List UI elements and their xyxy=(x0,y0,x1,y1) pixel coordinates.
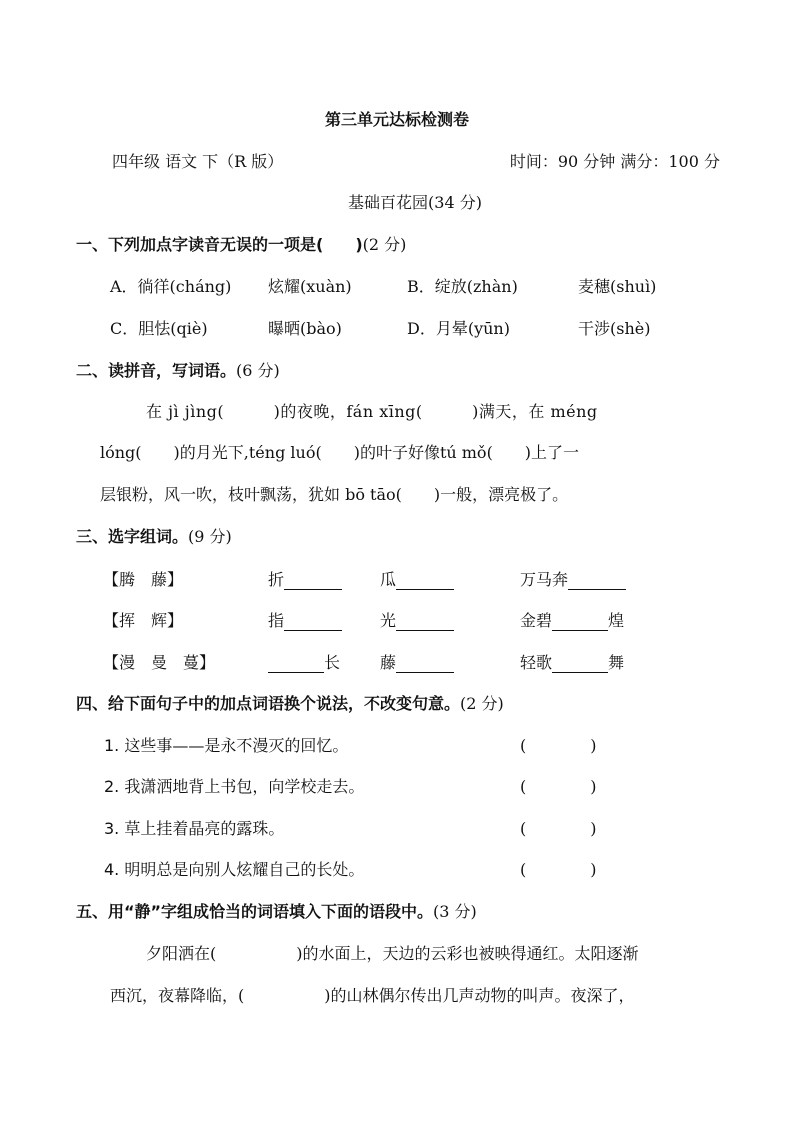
q3-item-3c: 轻歌 舞 xyxy=(520,653,625,672)
blank-line[interactable] xyxy=(396,571,454,590)
question-4-points: (2 分) xyxy=(460,694,504,713)
q3-item-3a: 长 xyxy=(268,650,340,673)
q2-line-1: 在 jì jìng( )的夜晚，fán xīng( )满天，在 méng xyxy=(146,402,598,421)
q3-item-1b: 瓜 xyxy=(380,567,454,590)
q1-option-c1: C．胆怯(qiè) xyxy=(110,319,208,338)
q4-answer-3[interactable]: ( ) xyxy=(520,819,597,838)
question-2-stem xyxy=(76,358,280,381)
question-3-points: (9 分) xyxy=(188,527,232,546)
question-5-text: 五、用“静”字组成恰当的词语填入下面的语段中。 xyxy=(76,902,434,921)
q3-item-3b: 藤 xyxy=(380,650,454,673)
q3-group-2: 【挥 辉】 xyxy=(103,611,184,630)
question-3-text: 三、选字组词。 xyxy=(76,527,189,546)
question-1-stem xyxy=(76,232,406,255)
q4-item-2: 2. 我潇洒地背上书包，向学校走去。 xyxy=(104,777,365,796)
q2-line-2: lóng( )的月光下,téng luó( )的叶子好像tú mǒ( )上了一 xyxy=(100,443,580,462)
question-1-text: 一、下列加点字读音无误的一项是( ) xyxy=(76,235,363,254)
q1-option-b2: 麦穗(shuì) xyxy=(578,277,657,296)
time-score-label: 时间：90 分钟 满分：100 分 xyxy=(509,152,720,171)
blank-line[interactable] xyxy=(268,654,324,673)
question-5-points: (3 分) xyxy=(433,902,477,921)
section-heading: 基础百花园(34 分) xyxy=(348,193,482,212)
q1-option-a1: A．徜徉(cháng) xyxy=(110,277,232,296)
q5-line-1: 夕阳洒在( )的水面上，天边的云彩也被映得通红。太阳逐渐 xyxy=(146,944,639,963)
question-5-stem xyxy=(76,899,477,922)
q4-item-1: 1. 这些事——是永不漫灭的回忆。 xyxy=(104,736,349,755)
blank-line[interactable] xyxy=(552,654,608,673)
q3-item-2b: 光 xyxy=(380,608,454,631)
q1-option-d1: D．月晕(yūn) xyxy=(407,319,510,338)
q3-item-1c: 万马奔 xyxy=(520,567,626,590)
q1-option-b1: B．绽放(zhàn) xyxy=(407,277,518,296)
q3-group-3: 【漫 曼 蔓】 xyxy=(103,653,216,672)
question-4-stem xyxy=(76,691,504,714)
q4-item-3: 3. 草上挂着晶亮的露珠。 xyxy=(104,819,285,838)
q3-item-2c: 金碧 煌 xyxy=(520,611,625,630)
q5-line-2: 西沉，夜幕降临，( )的山林偶尔传出几声动物的叫声。夜深了， xyxy=(110,986,635,1005)
blank-line[interactable] xyxy=(396,654,454,673)
q1-option-c2: 曝晒(bào) xyxy=(268,319,342,338)
blank-line[interactable] xyxy=(552,612,608,631)
q4-answer-2[interactable]: ( ) xyxy=(520,777,597,796)
question-2-text: 二、读拼音，写词语。 xyxy=(76,361,237,380)
question-3-stem xyxy=(76,524,232,547)
q3-group-1: 【腾 藤】 xyxy=(103,570,184,589)
blank-line[interactable] xyxy=(396,612,454,631)
question-4-text: 四、给下面句子中的加点词语换个说法，不改变句意。 xyxy=(76,694,461,713)
q4-answer-1[interactable]: ( ) xyxy=(520,736,597,755)
blank-line[interactable] xyxy=(284,612,342,631)
blank-line[interactable] xyxy=(284,571,342,590)
question-1-points: (2 分) xyxy=(362,235,407,254)
q3-item-1a: 折 xyxy=(268,567,342,590)
grade-subject-label: 四年级 语文 下（R 版） xyxy=(112,152,284,171)
q2-line-3: 层银粉，风一吹，枝叶飘荡，犹如 bō tāo( )一般，漂亮极了。 xyxy=(100,485,569,504)
q3-item-2a: 指 xyxy=(268,608,342,631)
question-2-points: (6 分) xyxy=(236,361,280,380)
q1-option-a2: 炫耀(xuàn) xyxy=(268,277,352,296)
q1-option-d2: 干涉(shè) xyxy=(578,319,651,338)
q4-item-4: 4. 明明总是向别人炫耀自己的长处。 xyxy=(104,860,365,879)
page-title: 第三单元达标检测卷 xyxy=(324,110,469,129)
q4-answer-4[interactable]: ( ) xyxy=(520,860,597,879)
blank-line[interactable] xyxy=(568,571,626,590)
